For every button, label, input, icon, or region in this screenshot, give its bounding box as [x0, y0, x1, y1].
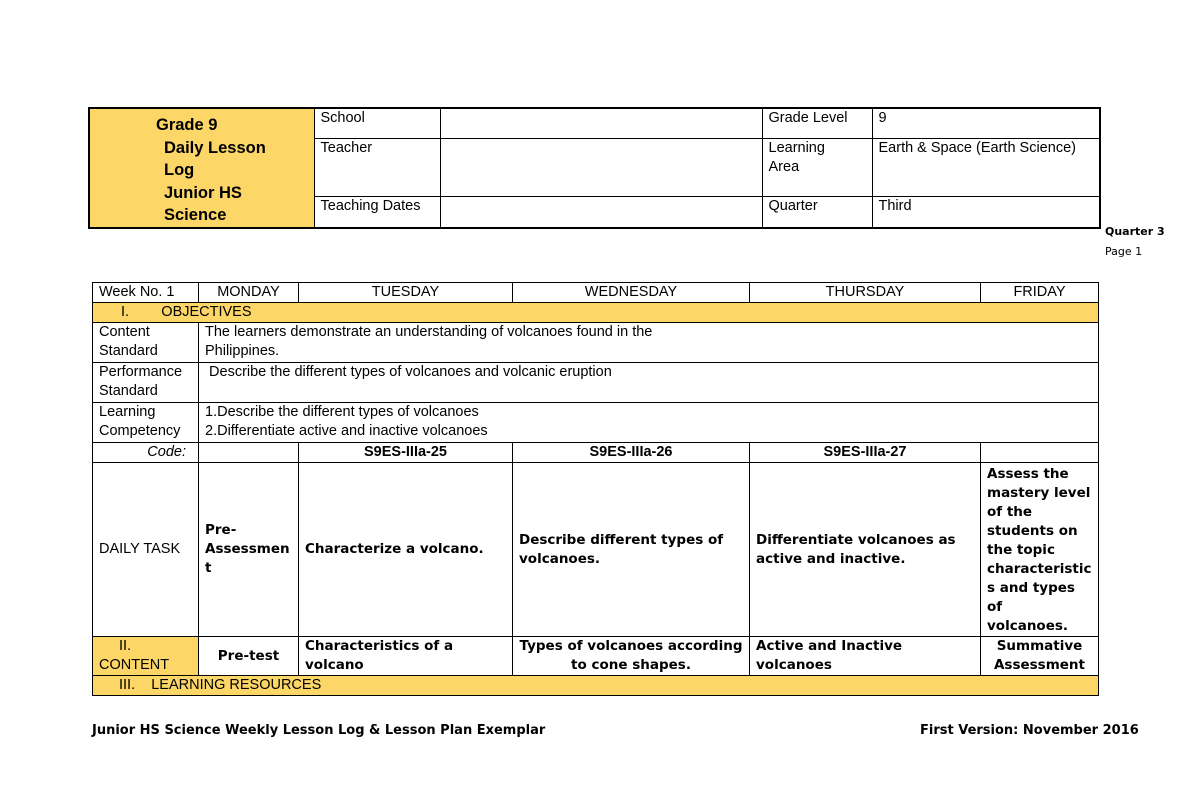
content-thursday: Active and Inactive volcanoes — [750, 637, 981, 676]
title-line-3: Log — [164, 161, 195, 179]
code-tuesday: S9ES-IIIa-25 — [299, 443, 513, 463]
day-header-row — [93, 283, 1099, 303]
content-tuesday: Characteristics of a volcano — [299, 637, 513, 676]
performance-standard-row — [93, 363, 1099, 403]
daily-task-wednesday: Describe different types of volcanoes. — [513, 463, 750, 637]
code-friday — [981, 443, 1099, 463]
content-standard-row — [93, 323, 1099, 363]
learning-area-label-line-1: Learning — [768, 140, 825, 157]
content-standard-label-line-1: Content — [99, 324, 150, 340]
performance-standard-text: Describe the different types of volcanoes and volcanic eruption — [199, 363, 1099, 403]
content-standard-label — [93, 323, 199, 363]
content-label-line-2: CONTENT — [99, 657, 170, 673]
teacher-label: Teacher — [314, 139, 440, 197]
grade-level-value: 9 — [872, 108, 1100, 139]
content-standard-label-line-2: Standard — [99, 343, 158, 359]
code-row — [93, 443, 1099, 463]
code-monday — [199, 443, 299, 463]
learning-competency-text — [199, 403, 1099, 443]
objectives-heading: I. OBJECTIVES — [93, 303, 1099, 323]
day-wednesday: WEDNESDAY — [513, 283, 750, 303]
day-monday: MONDAY — [199, 283, 299, 303]
learning-competency-row — [93, 403, 1099, 443]
content-friday: Summative Assessment — [981, 637, 1099, 676]
day-thursday: THURSDAY — [750, 283, 981, 303]
code-thursday: S9ES-IIIa-27 — [750, 443, 981, 463]
learning-competency-label-line-1: Learning — [99, 404, 156, 420]
daily-task-friday: Assess the mastery level of the students on the topic characteristic s and types of volcanoes. — [981, 463, 1099, 637]
objectives-row — [93, 303, 1099, 323]
title-line-1: Grade 9 — [156, 116, 218, 134]
teacher-field[interactable] — [440, 139, 762, 197]
day-friday: FRIDAY — [981, 283, 1099, 303]
content-standard-text — [199, 323, 1099, 363]
competency-item-1: 1.Describe the different types of volcanoes — [205, 404, 479, 420]
content-label — [93, 637, 199, 676]
content-standard-line-2: Philippines. — [205, 343, 280, 359]
daily-task-row — [93, 463, 1099, 637]
content-label-line-1: II. — [119, 638, 132, 654]
learning-area-value: Earth & Space (Earth Science) — [872, 139, 1100, 197]
daily-task-monday: Pre- Assessmen t — [199, 463, 299, 637]
quarter-value: Third — [872, 197, 1100, 228]
day-tuesday: TUESDAY — [299, 283, 513, 303]
daily-task-thursday: Differentiate volcanoes as active and inactive. — [750, 463, 981, 637]
teaching-dates-field[interactable] — [440, 197, 762, 228]
learning-resources-row — [93, 676, 1099, 696]
code-label: Code: — [93, 443, 199, 463]
school-field[interactable] — [440, 108, 762, 139]
content-standard-line-1: The learners demonstrate an understanding of volcanoes found in the — [205, 324, 653, 340]
learning-area-label-line-2: Area — [768, 159, 800, 176]
title-line-2: Daily Lesson — [164, 138, 266, 157]
performance-standard-label-line-2: Standard — [99, 383, 158, 399]
content-monday: Pre-test — [199, 637, 299, 676]
performance-standard-label — [93, 363, 199, 403]
learning-competency-label — [93, 403, 199, 443]
lesson-log-header — [88, 107, 1101, 229]
school-label: School — [314, 108, 440, 139]
daily-task-label: DAILY TASK — [93, 463, 199, 637]
title-line-4: Junior HS — [164, 183, 242, 202]
footer-title: Junior HS Science Weekly Lesson Log & Lesson Plan Exemplar — [92, 723, 546, 738]
performance-standard-label-line-1: Performance — [99, 364, 183, 380]
daily-task-tuesday: Characterize a volcano. — [299, 463, 513, 637]
content-wednesday: Types of volcanoes according to cone shapes. — [513, 637, 750, 676]
grade-level-label: Grade Level — [762, 108, 872, 139]
week-number: Week No. 1 — [93, 283, 199, 303]
title-line-5: Science — [164, 206, 227, 224]
footer-version: First Version: November 2016 — [920, 723, 1139, 738]
competency-item-2: 2.Differentiate active and inactive volcanoes — [205, 423, 488, 439]
quarter-label: Quarter — [762, 197, 872, 228]
learning-resources-heading: III. LEARNING RESOURCES — [93, 676, 1099, 696]
teaching-dates-label: Teaching Dates — [314, 197, 440, 228]
quarter-note: Quarter 3 — [1105, 225, 1165, 238]
page-note: Page 1 — [1105, 245, 1143, 258]
weekly-plan-table — [92, 282, 1099, 696]
lesson-log-title — [89, 108, 314, 228]
learning-competency-label-line-2: Competency — [99, 423, 181, 439]
learning-area-label — [762, 139, 872, 197]
content-row — [93, 637, 1099, 676]
code-wednesday: S9ES-IIIa-26 — [513, 443, 750, 463]
